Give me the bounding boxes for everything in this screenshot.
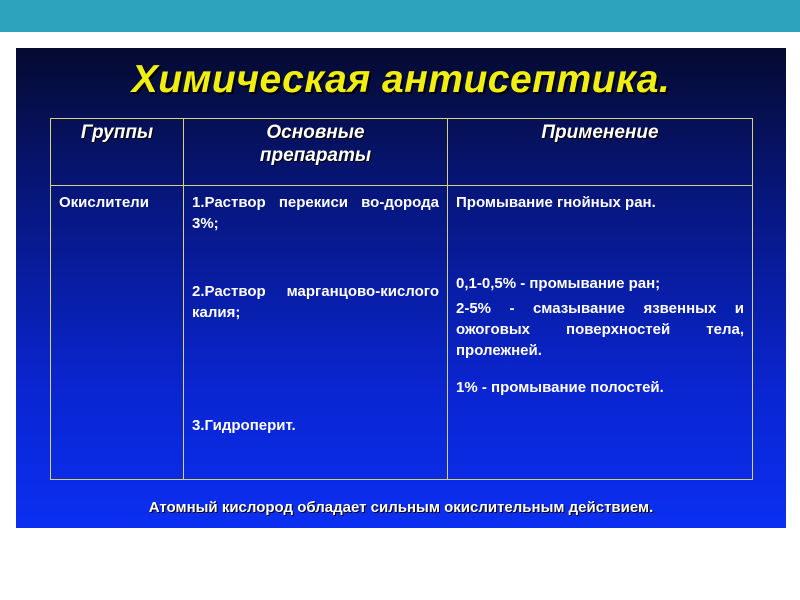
usage-item: 1% - промывание полостей. [456, 379, 664, 397]
cell-usage [448, 186, 753, 480]
drug-item: 1.Раствор перекиси во-дорода 3%; [192, 194, 439, 233]
cell-group [51, 186, 184, 480]
header-usage-label: Применение [541, 122, 659, 143]
cell-drugs [184, 186, 448, 480]
group-name: Окислители [59, 194, 149, 211]
usage-item: 2-5% - смазывание язвенных и ожоговых поверхностей тела, пролежней. [456, 299, 744, 360]
table-row [51, 186, 753, 480]
slide-footer-note: Атомный кислород обладает сильным окислительным действием. [148, 499, 654, 516]
header-drugs [184, 119, 448, 186]
slide-title: Химическая антисептика. [131, 58, 671, 101]
antiseptics-table [50, 118, 753, 480]
drug-item: 3.Гидроперит. [192, 417, 296, 435]
usage-item: 0,1-0,5% - промывание ран; [456, 275, 661, 293]
header-drugs-line1: Основные [266, 122, 365, 143]
slide [16, 48, 786, 528]
usage-item: Промывание гнойных ран. [456, 194, 656, 211]
header-groups [51, 119, 184, 186]
header-drugs-line2: препараты [259, 144, 372, 166]
drug-item: 2.Раствор марганцово-кислого калия; [192, 282, 439, 321]
table-header-row [51, 119, 753, 186]
header-usage [448, 119, 753, 186]
top-accent-bar [0, 0, 800, 32]
header-groups-label: Группы [80, 122, 154, 143]
